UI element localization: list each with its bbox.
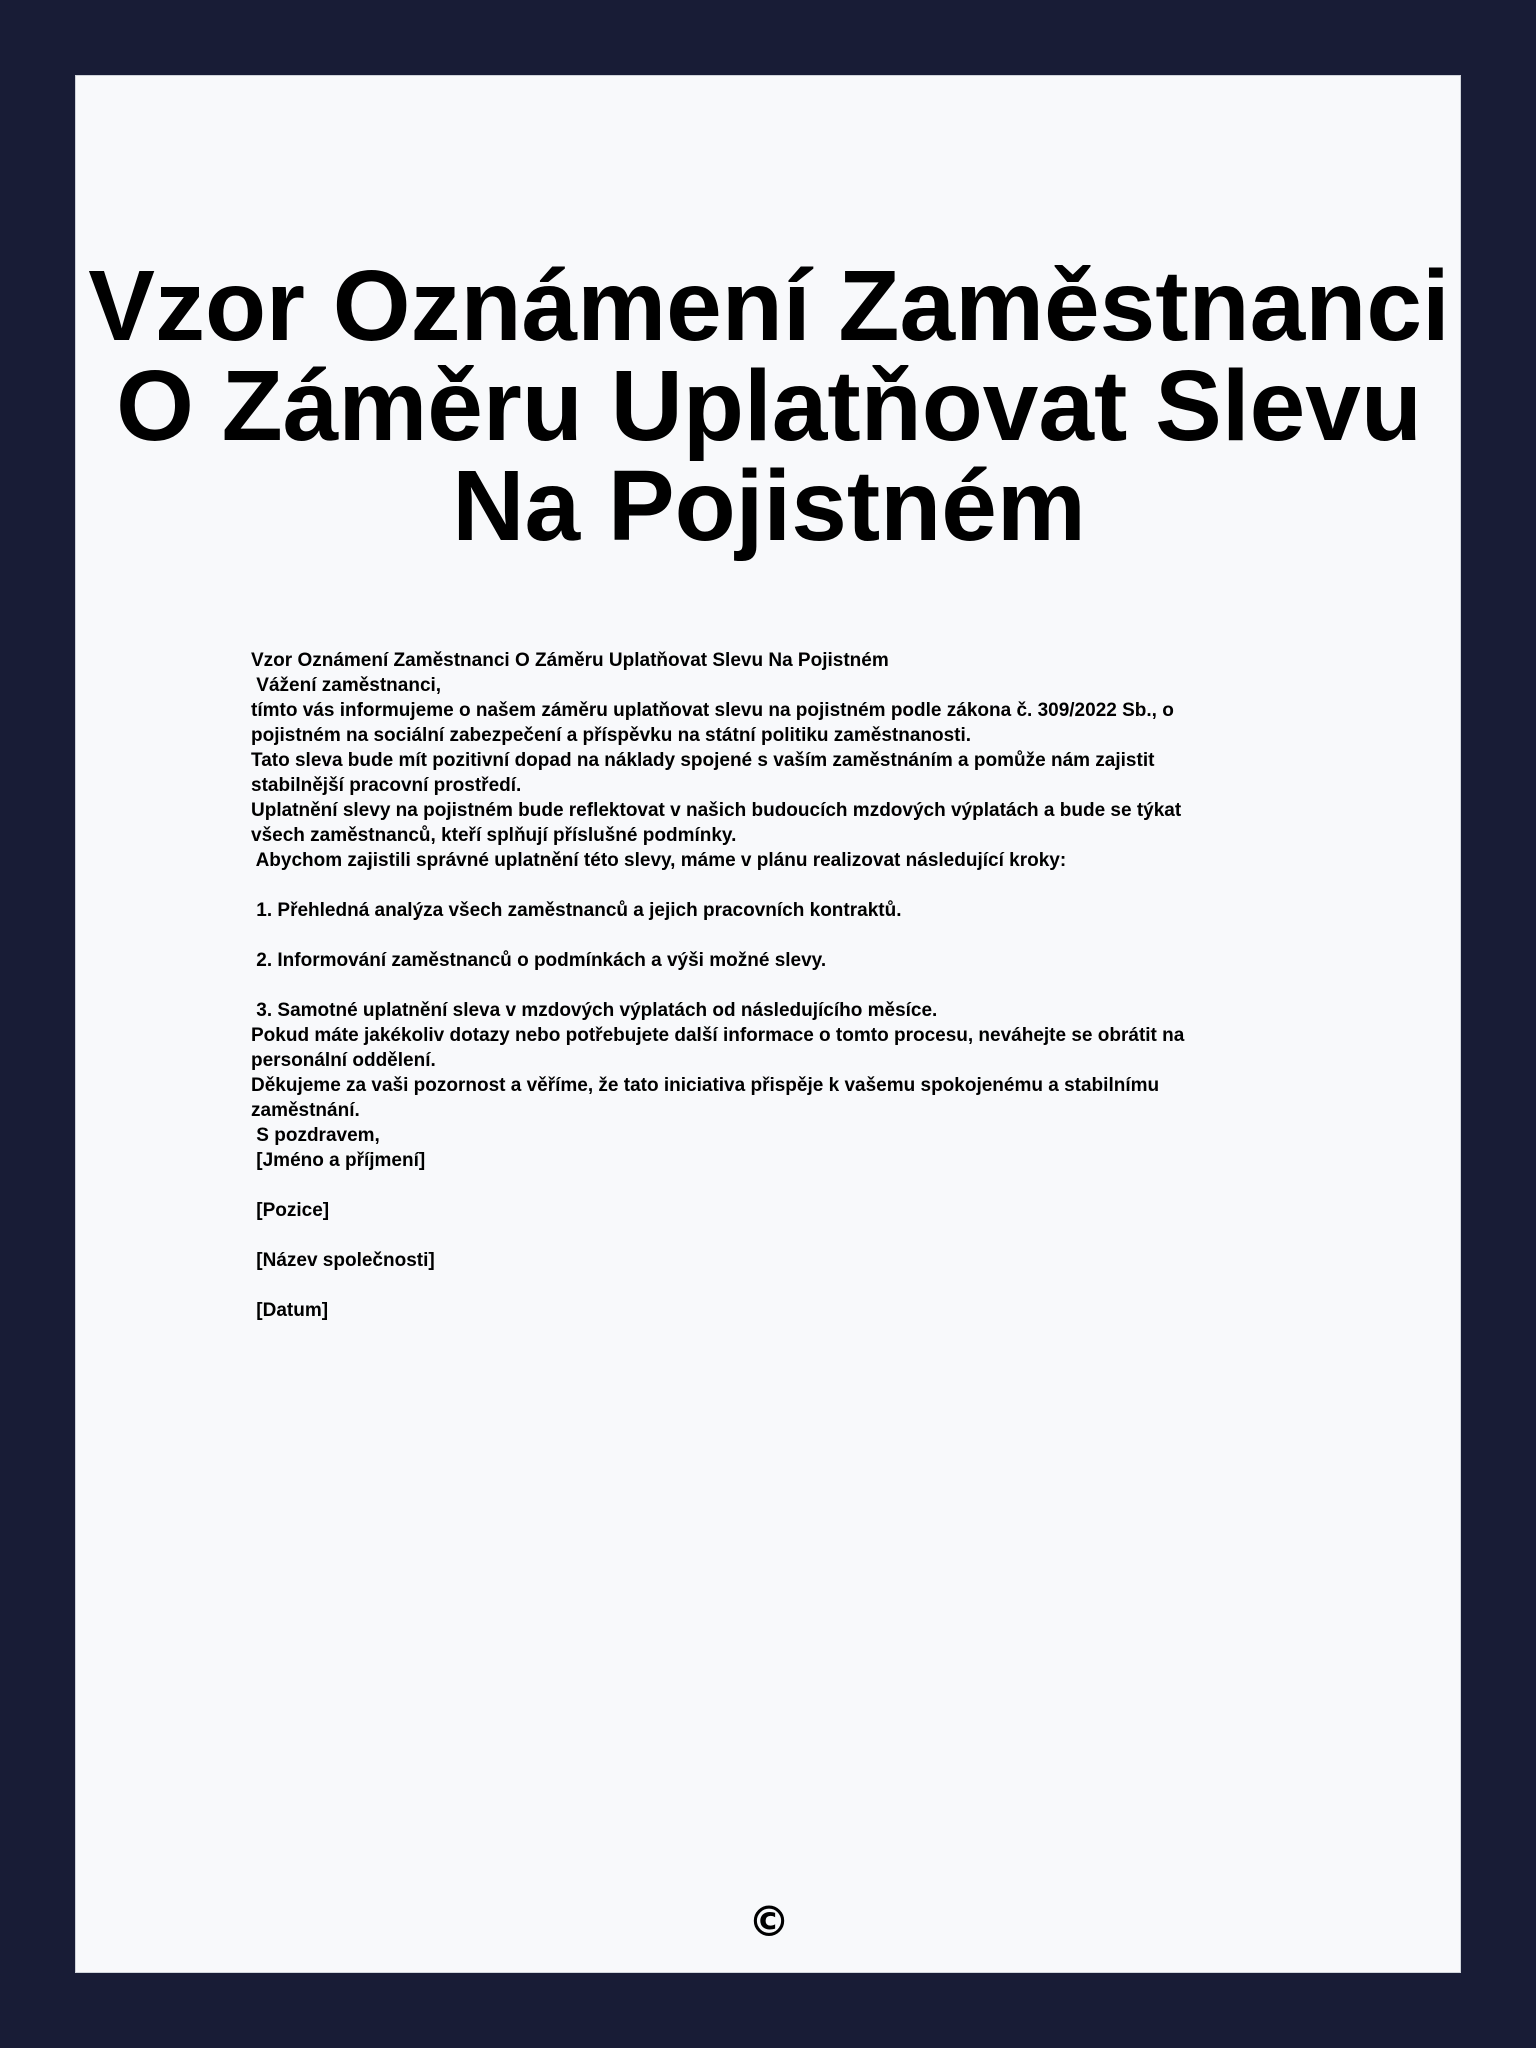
signature-name: [Jméno a příjmení] [251, 1150, 426, 1171]
paragraph-1-line-2: pojistném na sociální zabezpečení a příspěvku na státní politiku zaměstnanosti. [251, 725, 972, 746]
paragraph-2-line-2: stabilnější pracovní prostředí. [251, 775, 522, 796]
blank-line [251, 1223, 1311, 1248]
step-3: 3. Samotné uplatnění sleva v mzdových výplatách od následujícího měsíce. [251, 1000, 938, 1021]
paragraph-5-line-1: Děkujeme za vaši pozornost a věříme, že tato iniciativa přispěje k vašemu spokojenému a stabilnímu [251, 1075, 1160, 1096]
blank-line [251, 973, 1311, 998]
page-title [76, 250, 1462, 562]
blank-line [251, 873, 1311, 898]
signature-company: [Název společnosti] [251, 1250, 435, 1271]
letter-body [251, 648, 1311, 1323]
blank-line [251, 923, 1311, 948]
letter-greeting: Vážení zaměstnanci, [251, 675, 442, 696]
paragraph-3-line-1: Uplatnění slevy na pojistném bude reflektovat v našich budoucích mzdových výplatách a bude se týkat [251, 800, 1182, 821]
step-2: 2. Informování zaměstnanců o podmínkách a výši možné slevy. [251, 950, 827, 971]
paragraph-2-line-1: Tato sleva bude mít pozitivní dopad na náklady spojené s vaším zaměstnáním a pomůže nám zajistit [251, 750, 1155, 771]
paragraph-4-line-2: personální oddělení. [251, 1050, 436, 1071]
paragraph-4-line-1: Pokud máte jakékoliv dotazy nebo potřebujete další informace o tomto procesu, neváhejte se obrátit na [251, 1025, 1185, 1046]
signature-date: [Datum] [251, 1300, 329, 1321]
blank-line [251, 1173, 1311, 1198]
page-title-line-2: O Záměru Uplatňovat Slevu [116, 350, 1422, 462]
steps-intro: Abychom zajistili správné uplatnění této slevy, máme v plánu realizovat následující kroky: [251, 850, 1067, 871]
signature-position: [Pozice] [251, 1200, 330, 1221]
paragraph-1-line-1: tímto vás informujeme o našem záměru uplatňovat slevu na pojistném podle zákona č. 309/2022 Sb., o [251, 700, 1174, 721]
paragraph-3-line-2: všech zaměstnanců, kteří splňují příslušné podmínky. [251, 825, 737, 846]
page-title-line-3: Na Pojistném [452, 450, 1086, 562]
blank-line [251, 1273, 1311, 1298]
step-1: 1. Přehledná analýza všech zaměstnanců a jejich pracovních kontraktů. [251, 900, 902, 921]
document-page [75, 75, 1461, 1973]
paragraph-5-line-2: zaměstnání. [251, 1100, 360, 1121]
copyright-icon: © [748, 1897, 790, 1946]
closing-salutation: S pozdravem, [251, 1125, 380, 1146]
letter-heading: Vzor Oznámení Zaměstnanci O Záměru Uplatňovat Slevu Na Pojistném [251, 650, 889, 671]
page-title-line-1: Vzor Oznámení Zaměstnanci [88, 250, 1450, 362]
